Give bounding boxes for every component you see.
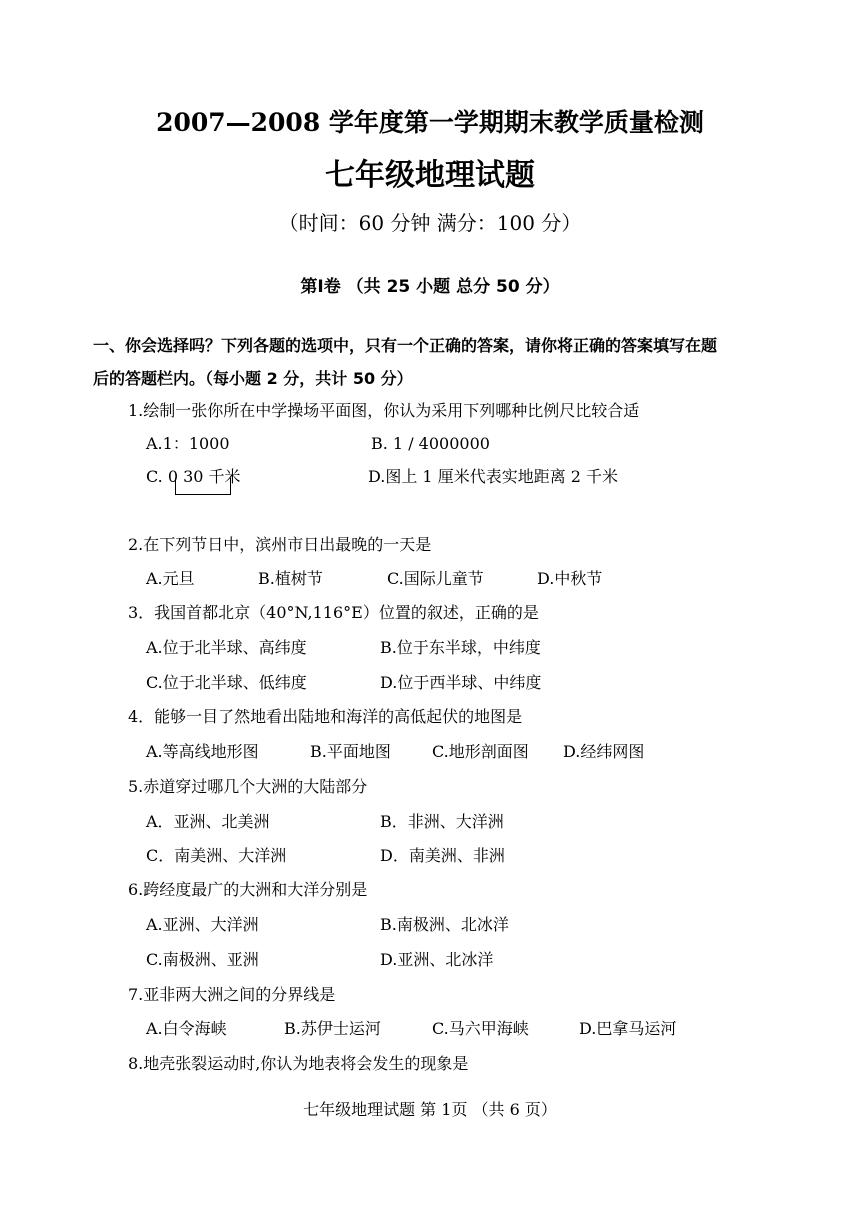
question-4-stem: 4．能够一目了然地看出陆地和海洋的高低起伏的地图是 [128,707,523,726]
part-title: 第Ⅰ卷 （共 25 小题 总分 50 分） [300,277,560,297]
question-7-option-a: A.白令海峡 [146,1019,227,1038]
question-7-option-b: B.苏伊士运河 [284,1019,381,1038]
question-5-option-b: B．非洲、大洋洲 [380,812,504,831]
question-8-stem: 8.地壳张裂运动时,你认为地表将会发生的现象是 [128,1054,469,1073]
page-footer: 七年级地理试题 第 1页 （共 6 页） [303,1100,557,1119]
question-4-option-a: A.等高线地形图 [146,742,259,761]
exam-subject-title: 七年级地理试题 [325,158,535,193]
exam-title: 2007—2008 学年度第一学期期末教学质量检测 [156,108,704,137]
question-4-option-d: D.经纬网图 [563,742,645,761]
question-7-option-d: D.巴拿马运河 [579,1019,677,1038]
question-3-option-c: C.位于北半球、低纬度 [146,673,307,692]
question-3-option-b: B.位于东半球，中纬度 [380,638,541,657]
question-3-stem: 3．我国首都北京（40°N,116°E）位置的叙述，正确的是 [128,603,539,622]
section-instruction-line1: 一、你会选择吗？下列各题的选项中，只有一个正确的答案，请你将正确的答案填写在题 [93,336,718,355]
question-6-stem: 6.跨经度最广的大洲和大洋分别是 [128,880,368,899]
question-1-option-b: B. 1 / 4000000 [371,434,490,453]
question-7-stem: 7.亚非两大洲之间的分界线是 [128,985,336,1004]
question-3-option-a: A.位于北半球、高纬度 [146,638,307,657]
question-2-option-b: B.植树节 [258,569,323,588]
question-2-stem: 2.在下列节日中，滨州市日出最晚的一天是 [128,535,432,554]
exam-time-score: （时间：60 分钟 满分：100 分） [278,211,582,235]
question-1-option-a: A.1：1000 [146,434,230,453]
question-5-option-d: D．南美洲、非洲 [380,846,505,865]
question-2-option-d: D.中秋节 [537,569,603,588]
question-6-option-c: C.南极洲、亚洲 [146,950,259,969]
scale-bar [175,478,231,495]
question-4-option-b: B.平面地图 [310,742,391,761]
question-5-stem: 5.赤道穿过哪几个大洲的大陆部分 [128,777,368,796]
question-6-option-b: B.南极洲、北冰洋 [380,915,509,934]
question-7-option-c: C.马六甲海峡 [432,1019,529,1038]
question-2-option-a: A.元旦 [146,569,195,588]
question-5-option-c: C．南美洲、大洋洲 [146,846,287,865]
question-1-option-d: D.图上 1 厘米代表实地距离 2 千米 [368,467,619,486]
question-1-stem: 1.绘制一张你所在中学操场平面图，你认为采用下列哪种比例尺比较合适 [128,401,640,420]
question-5-option-a: A．亚洲、北美洲 [146,812,270,831]
question-6-option-d: D.亚洲、北冰洋 [380,950,494,969]
question-6-option-a: A.亚洲、大洋洲 [146,915,259,934]
question-2-option-c: C.国际儿童节 [387,569,484,588]
question-1-option-c: C. 0 30 千米 [146,467,241,486]
section-instruction-line2: 后的答题栏内。（每小题 2 分，共计 50 分） [93,369,413,388]
question-3-option-d: D.位于西半球、中纬度 [380,673,542,692]
question-4-option-c: C.地形剖面图 [432,742,529,761]
